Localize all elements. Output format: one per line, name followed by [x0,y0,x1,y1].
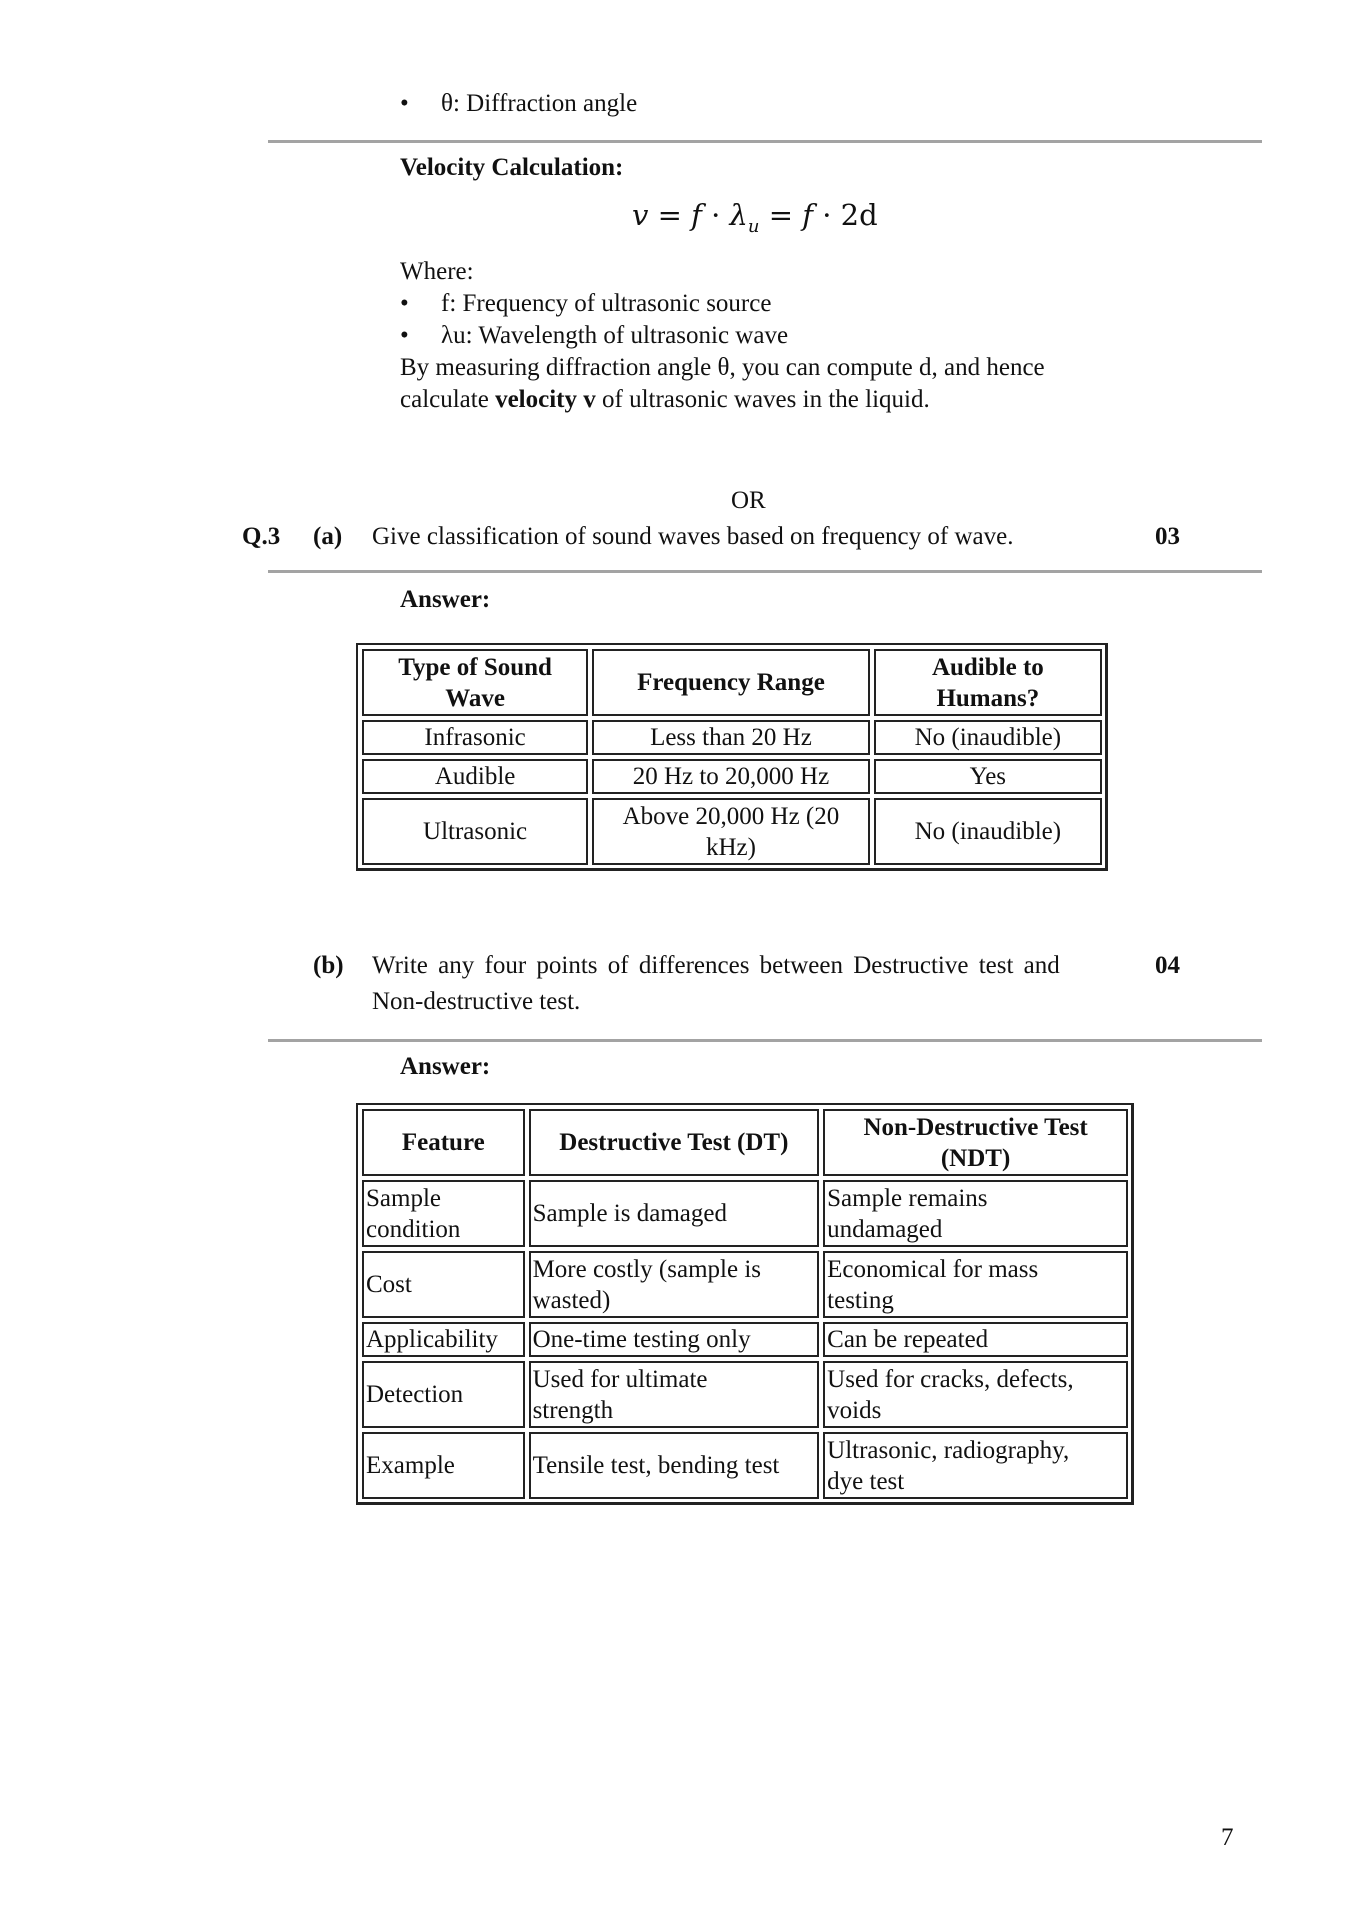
bullet-icon: • [400,290,409,317]
question-number: Q.3 [242,523,281,550]
header-cell: Frequency Range [592,649,870,716]
velocity-formula: $v = f \cdot \lambda_u = f \cdot 2d$ [632,198,878,237]
table-cell: Yes [874,759,1102,794]
header-cell: Feature [362,1109,525,1176]
table-cell: Can be repeated [823,1322,1128,1357]
table-row [362,1432,1128,1499]
table-cell: No (inaudible) [874,798,1102,865]
part-b-question-line-2: Non-destructive test. [372,988,581,1015]
wavelength-bullet: • λu: Wavelength of ultrasonic wave [400,320,788,352]
part-a-label: (a) [313,523,343,550]
table-cell: Detection [362,1361,525,1428]
table-row [362,798,1102,865]
section-divider [268,140,1262,143]
part-b-question-line-1: Write any four points of differences between Destructive test and [372,952,1060,979]
table-cell: No (inaudible) [874,720,1102,755]
velocity-heading: Velocity Calculation: [400,154,624,181]
table-header-row [362,649,1102,716]
table-cell: Infrasonic [362,720,588,755]
part-b-label: (b) [313,952,344,979]
table-header-row [362,1109,1128,1176]
or-separator-label: OR [731,487,766,514]
table-cell: Sample remains undamaged [823,1180,1128,1247]
bullet-icon: • [400,322,409,349]
table-row [362,759,1102,794]
header-cell: Audible to Humans? [874,649,1102,716]
table-cell: Less than 20 Hz [592,720,870,755]
part-a-question: Give classification of sound waves based on frequency of wave. [372,523,1014,550]
table-cell: Ultrasonic [362,798,588,865]
table-cell: Used for ultimate strength [529,1361,820,1428]
table-row [362,1361,1128,1428]
table-cell: Audible [362,759,588,794]
table-cell: Sample is damaged [529,1180,820,1247]
bullet-icon: • [400,90,409,117]
table-cell: Ultrasonic, radiography, dye test [823,1432,1128,1499]
table-cell: Applicability [362,1322,525,1357]
page-number: 7 [1221,1824,1234,1851]
diffraction-angle-bullet [400,88,637,120]
answer-label-b: Answer: [400,1053,491,1080]
where-label: Where: [400,258,474,285]
destructive-vs-ndt-table [356,1103,1134,1505]
answer-label-a: Answer: [400,586,491,613]
table-cell: More costly (sample is wasted) [529,1251,820,1318]
table-cell: Above 20,000 Hz (20 kHz) [592,798,870,865]
table-row [362,1180,1128,1247]
table-cell: Economical for mass testing [823,1251,1128,1318]
part-a-marks: 03 [1155,523,1180,550]
table-row [362,1251,1128,1318]
bullet-text: θ: Diffraction angle [441,90,638,117]
table-cell: Tensile test, bending test [529,1432,820,1499]
header-cell: Destructive Test (DT) [529,1109,820,1176]
table-cell: Cost [362,1251,525,1318]
section-divider [268,570,1262,573]
explanation-line-2: calculate velocity v of ultrasonic waves in the liquid. [400,386,930,413]
frequency-bullet: • f: Frequency of ultrasonic source [400,288,771,320]
table-row [362,720,1102,755]
table-cell: One-time testing only [529,1322,820,1357]
table-row [362,1322,1128,1357]
table-cell: Used for cracks, defects, voids [823,1361,1128,1428]
explanation-line-1: By measuring diffraction angle θ, you can compute d, and hence [400,354,1045,381]
section-divider [268,1039,1262,1042]
header-cell: Type of Sound Wave [362,649,588,716]
sound-wave-classification-table [356,643,1108,871]
table-cell: 20 Hz to 20,000 Hz [592,759,870,794]
part-b-marks: 04 [1155,952,1180,979]
header-cell: Non-Destructive Test (NDT) [823,1109,1128,1176]
table-cell: Example [362,1432,525,1499]
table-cell: Sample condition [362,1180,525,1247]
